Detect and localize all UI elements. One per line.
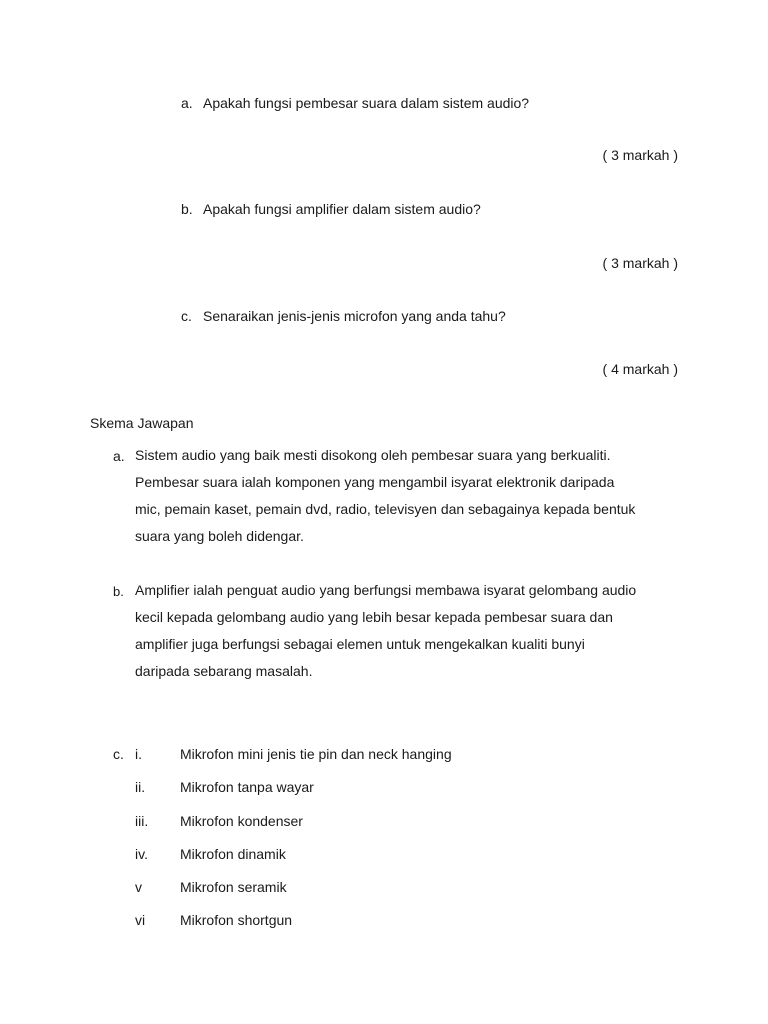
answer-line: Pembesar suara ialah komponen yang mengambil isyarat elektronik daripada: [135, 474, 615, 490]
list-item-number: ii.: [135, 779, 146, 795]
question-text: Senaraikan jenis-jenis microfon yang anda tahu?: [203, 308, 506, 324]
question-marker: b.: [181, 201, 193, 217]
list-item-text: Mikrofon dinamik: [180, 846, 286, 862]
list-item-text: Mikrofon shortgun: [180, 912, 293, 928]
answer-line: Sistem audio yang baik mesti disokong oleh pembesar suara yang berkualiti.: [135, 447, 611, 463]
answer-line: amplifier juga berfungsi sebagai elemen untuk mengekalkan kualiti bunyi: [135, 636, 585, 652]
answer-line: mic, pemain kaset, pemain dvd, radio, televisyen dan sebagainya kepada bentuk: [135, 501, 636, 517]
list-item-number: iii.: [135, 813, 149, 829]
answer-line: Amplifier ialah penguat audio yang berfungsi membawa isyarat gelombang audio: [135, 582, 637, 598]
list-item-number: v: [135, 879, 142, 895]
answer-line: suara yang boleh didengar.: [135, 528, 304, 544]
answer-marker: b.: [113, 584, 124, 599]
list-item-number: i.: [135, 746, 142, 762]
question-text: Apakah fungsi amplifier dalam sistem audio?: [203, 201, 481, 217]
answer-text: [135, 577, 695, 685]
question-marks: ( 4 markah ): [602, 361, 678, 377]
list-item-text: Mikrofon tanpa wayar: [180, 779, 314, 795]
answer-text: [135, 442, 695, 550]
question-text: Apakah fungsi pembesar suara dalam sistem audio?: [203, 95, 530, 111]
answer-marker: c.: [113, 746, 124, 762]
list-item-text: Mikrofon mini jenis tie pin dan neck hanging: [180, 746, 452, 762]
question-marks: ( 3 markah ): [602, 147, 678, 163]
answer-line: daripada sebarang masalah.: [135, 663, 313, 679]
list-item-text: Mikrofon seramik: [180, 879, 287, 895]
scheme-title: Skema Jawapan: [90, 415, 194, 431]
question-marker: c.: [181, 308, 192, 324]
answer-marker: a.: [113, 448, 125, 464]
list-item-number: vi: [135, 912, 146, 928]
question-marks: ( 3 markah ): [602, 255, 678, 271]
question-marker: a.: [181, 95, 193, 111]
answer-line: kecil kepada gelombang audio yang lebih besar kepada pembesar suara dan: [135, 609, 613, 625]
list-item-number: iv.: [135, 846, 148, 862]
list-item-text: Mikrofon kondenser: [180, 813, 303, 829]
